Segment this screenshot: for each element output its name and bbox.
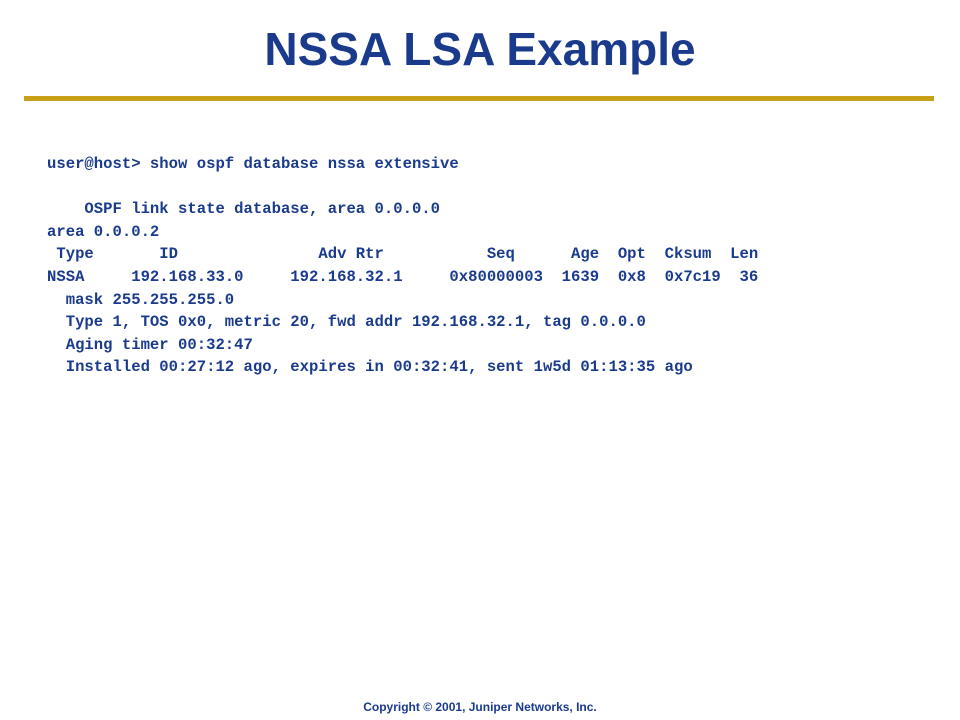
terminal-line-area: area 0.0.0.2 xyxy=(47,222,160,241)
terminal-line-column-headers: Type ID Adv Rtr Seq Age Opt Cksum Len xyxy=(47,245,759,264)
terminal-line-blank xyxy=(47,176,927,199)
terminal-line-nssa-entry: NSSA 192.168.33.0 192.168.32.1 0x80000003 1639 0x8 0x7c19 36 xyxy=(47,267,759,286)
terminal-output xyxy=(47,153,927,379)
slide-title: NSSA LSA Example xyxy=(264,23,696,75)
terminal-line-type-metric: Type 1, TOS 0x0, metric 20, fwd addr 192.168.32.1, tag 0.0.0.0 xyxy=(47,313,646,332)
copyright-footer: Copyright © 2001, Juniper Networks, Inc. xyxy=(363,700,597,714)
terminal-line-installed: Installed 00:27:12 ago, expires in 00:32:41, sent 1w5d 01:13:35 ago xyxy=(47,358,693,377)
terminal-line-mask: mask 255.255.255.0 xyxy=(47,290,235,309)
terminal-line-db-header: OSPF link state database, area 0.0.0.0 xyxy=(47,200,441,219)
title-divider xyxy=(24,96,934,101)
terminal-line-command: user@host> show ospf database nssa extensive xyxy=(47,155,459,173)
terminal-line-aging-timer: Aging timer 00:32:47 xyxy=(47,335,253,354)
